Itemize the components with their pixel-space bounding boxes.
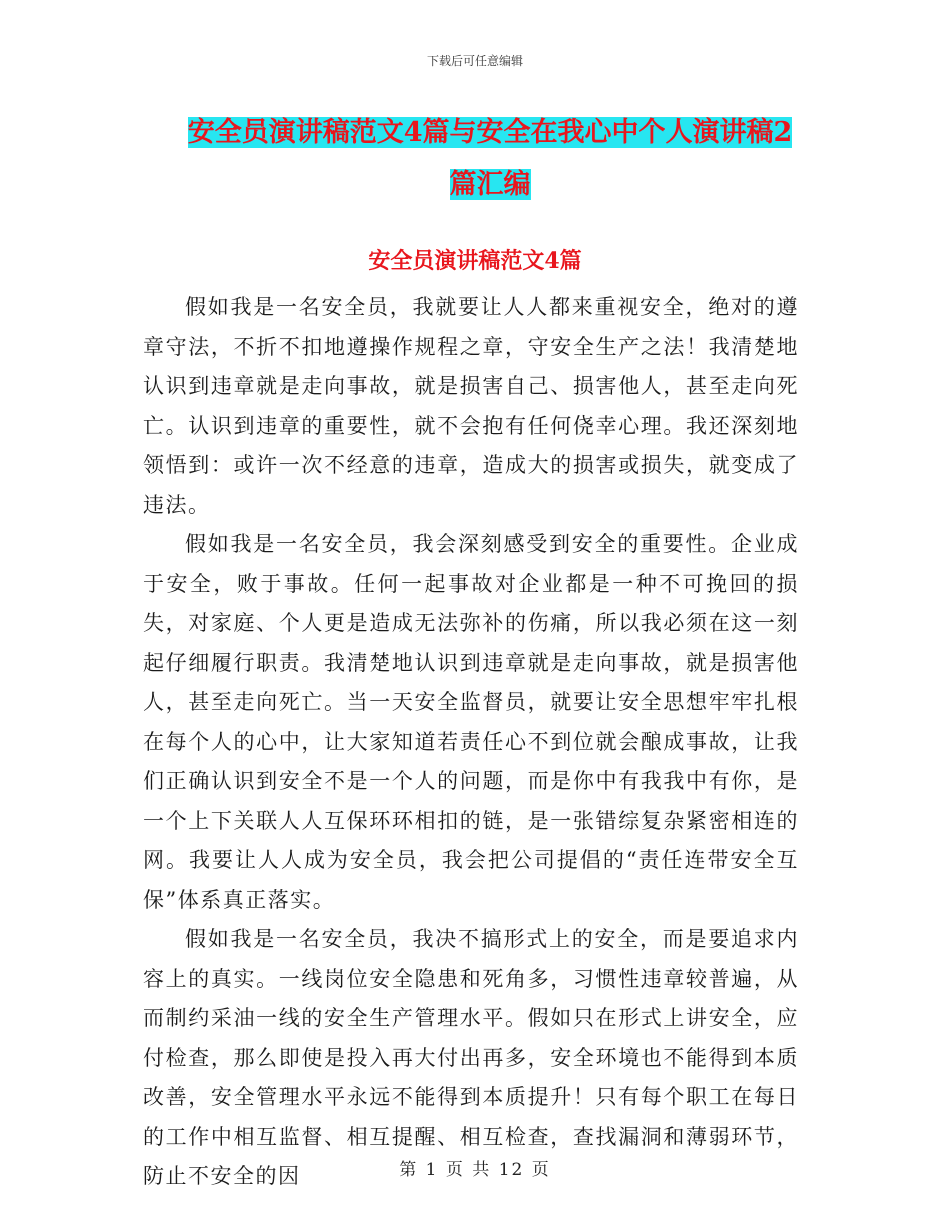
document-body bbox=[143, 288, 799, 1197]
paragraph-3: 假如我是一名安全员，我决不搞形式上的安全，而是要追求内容上的真实。一线岗位安全隐患和死角多，习惯性违章较普遍，从而制约采油一线的安全生产管理水平。假如只在形式上讲安全，应付检查，那么即使是投入再大付出再多，安全环境也不能得到本质改善，安全管理水平永远不能得到本质提升！只有每个职工在每日的工作中相互监督、相互提醒、相互检查，查找漏洞和薄弱环节，防止不安全的因 bbox=[143, 927, 799, 1188]
paragraph-1: 假如我是一名安全员，我就要让人人都来重视安全，绝对的遵章守法，不折不扣地遵操作规程之章，守安全生产之法！我清楚地认识到违章就是走向事故，就是损害自己、损害他人，甚至走向死亡。认识到违章的重要性，就不会抱有任何侥幸心理。我还深刻地领悟到：或许一次不经意的违章，造成大的损害或损失，就变成了违法。 bbox=[143, 295, 799, 517]
page-header-note: 下载后可任意编辑 bbox=[426, 54, 523, 68]
page-footer: 第 1 页 共 12 页 bbox=[399, 1160, 551, 1180]
section-title: 安全员演讲稿范文4篇 bbox=[368, 248, 582, 274]
title-line-1: 安全员演讲稿范文4篇与安全在我心中个人演讲稿2 bbox=[187, 117, 793, 148]
document-title bbox=[140, 107, 840, 211]
paragraph-2: 假如我是一名安全员，我会深刻感受到安全的重要性。企业成于安全，败于事故。任何一起事故对企业都是一种不可挽回的损失，对家庭、个人更是造成无法弥补的伤痛，所以我必须在这一刻起仔细履行职责。我清楚地认识到违章就是走向事故，就是损害他人，甚至走向死亡。当一天安全监督员，就要让安全思想牢牢扎根在每个人的心中，让大家知道若责任心不到位就会酿成事故，让我们正确认识到安全不是一个人的问题，而是你中有我我中有你，是一个上下关联人人互保环环相扣的链，是一张错综复杂紧密相连的网。我要让人人成为安全员，我会把公司提倡的“责任连带安全互保”体系真正落实。 bbox=[143, 532, 799, 912]
title-line-2: 篇汇编 bbox=[449, 169, 531, 200]
